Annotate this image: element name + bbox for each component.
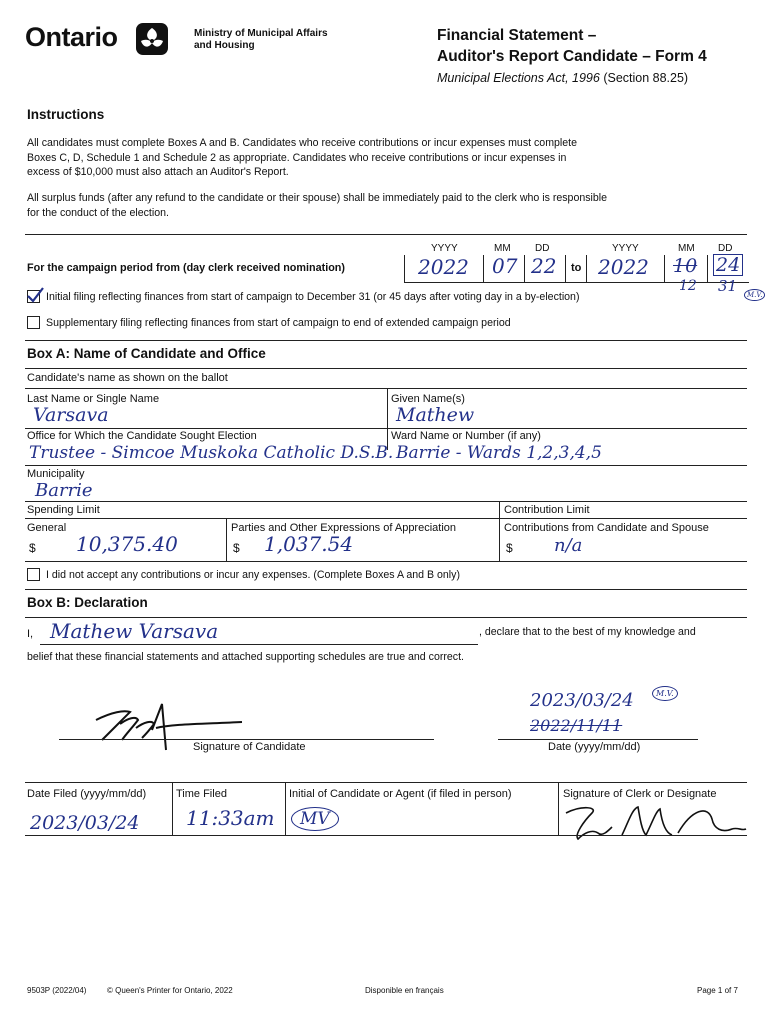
clerk-signature[interactable]: [562, 799, 752, 849]
period-to-label: to: [571, 262, 582, 274]
period-bottom-rule: [404, 282, 749, 283]
ballot-rule: [25, 388, 747, 389]
ministry-line-2: and Housing: [194, 40, 255, 51]
time-filed-label: Time Filed: [176, 788, 227, 800]
name-divider: [387, 388, 388, 450]
instructions-paragraph-2: [27, 191, 607, 220]
spending-limit-label: Spending Limit: [27, 504, 100, 516]
declare-text: , declare that to the best of my knowledge and: [479, 626, 696, 638]
general-value[interactable]: 10,375.40: [76, 532, 178, 556]
period-initials-mark: M.V.: [744, 289, 765, 301]
period-divider-5: [586, 255, 587, 282]
period-divider-6: [664, 255, 665, 282]
box-b-top-rule: [25, 589, 747, 590]
name-bottom-rule: [25, 428, 747, 429]
office-bottom-rule: [25, 465, 747, 466]
filing-divider-1: [172, 782, 173, 835]
general-label: General: [27, 522, 67, 534]
ward-label: Ward Name or Number (if any): [391, 430, 541, 442]
instructions-p1-line-1: All candidates must complete Boxes A and B. Candidates who receive contributions or incur expenses must complete: [27, 137, 577, 149]
no-contributions-label: I did not accept any contributions or incur any expenses. (Complete Boxes A and B only): [46, 569, 460, 581]
filing-divider-2: [285, 782, 286, 835]
limit-divider-1: [499, 501, 500, 561]
declaration-i-label: I,: [27, 628, 34, 640]
no-contributions-checkbox[interactable]: [27, 568, 40, 581]
instructions-p1-line-2: Boxes C, D, Schedule 1 and Schedule 2 as appropriate. Candidates who receive contributions or incur expenses in: [27, 151, 567, 164]
belief-text: belief that these financial statements and attached supporting schedules are true and correct.: [27, 651, 464, 663]
box-a-title: Box A: Name of Candidate and Office: [27, 346, 266, 361]
office-value[interactable]: Trustee - Simcoe Muskoka Catholic D.S.B.: [29, 443, 394, 463]
contribution-limit-label: Contribution Limit: [504, 504, 590, 516]
trillium-icon: [135, 22, 169, 56]
date-filed-value[interactable]: 2023/03/24: [30, 812, 140, 834]
period-divider-3: [524, 255, 525, 282]
period-to-mm-crossed[interactable]: 10: [673, 255, 698, 277]
clerk-signature-label: Signature of Clerk or Designate: [563, 788, 717, 800]
declaration-date-initials: M.V.: [652, 686, 678, 701]
instructions-p2-line-1: All surplus funds (after any refund to the candidate or their spouse) shall be immediately paid to the clerk who is responsible: [27, 192, 608, 204]
initial-filing-checkbox[interactable]: [27, 290, 40, 303]
municipality-value[interactable]: Barrie: [35, 480, 93, 501]
spending-sub-rule: [25, 518, 747, 519]
parties-dollar: $: [233, 541, 240, 555]
contributions-value[interactable]: n/a: [554, 535, 583, 556]
given-name-label: Given Name(s): [391, 393, 465, 405]
initial-agent-label: Initial of Candidate or Agent (if filed in person): [289, 788, 512, 800]
supplementary-filing-label: Supplementary filing reflecting finances from start of campaign to end of extended campaign period: [46, 317, 511, 329]
period-from-dd[interactable]: 22: [531, 254, 557, 278]
period-hdr-from-mm: MM: [494, 243, 511, 254]
instructions-p1-line-3: excess of $10,000 must also attach an Auditor's Report.: [27, 166, 289, 178]
parties-label: Parties and Other Expressions of Appreciation: [231, 522, 457, 534]
period-to-mm-corrected: 12: [679, 278, 697, 294]
instructions-paragraph-1: [27, 136, 577, 180]
signature-label: Signature of Candidate: [193, 741, 306, 753]
filing-bottom-rule: [25, 835, 747, 836]
period-top-rule: [25, 234, 747, 235]
period-to-dd-crossed[interactable]: 24: [713, 254, 743, 276]
signature-rule: [59, 739, 434, 740]
contributions-label: Contributions from Candidate and Spouse: [504, 522, 709, 534]
declarant-rule: [40, 644, 478, 645]
footer-copyright: © Queen's Printer for Ontario, 2022: [107, 986, 233, 995]
period-from-mm[interactable]: 07: [492, 254, 518, 278]
period-to-yyyy[interactable]: 2022: [598, 255, 649, 279]
period-label: For the campaign period from (day clerk received nomination): [27, 262, 345, 274]
period-divider-2: [483, 255, 484, 282]
checkmark-icon: [26, 286, 44, 304]
period-hdr-from-yyyy: YYYY: [431, 243, 458, 254]
ballot-name-label: Candidate's name as shown on the ballot: [27, 372, 228, 384]
supplementary-filing-checkbox[interactable]: [27, 316, 40, 329]
footer-page: Page 1 of 7: [697, 986, 738, 995]
initial-filing-label: Initial filing reflecting finances from start of campaign to December 31 (or 45 days after voting day in a by-election): [46, 291, 580, 303]
ministry-name: [194, 28, 328, 52]
limit-divider-2: [226, 518, 227, 561]
period-hdr-to-dd: DD: [718, 243, 733, 254]
declarant-name[interactable]: Mathew Varsava: [50, 619, 219, 643]
ontario-logo: [25, 22, 175, 58]
period-divider-1: [404, 255, 405, 282]
last-name-value[interactable]: Varsava: [33, 404, 109, 426]
last-name-label: Last Name or Single Name: [27, 393, 160, 405]
date-rule: [498, 739, 698, 740]
footer-french: Disponible en français: [365, 986, 444, 995]
form-title: [437, 25, 707, 67]
box-b-title-rule: [25, 617, 747, 618]
act-section: (Section 88.25): [603, 71, 689, 85]
initial-agent-value[interactable]: MV: [291, 807, 339, 831]
contributions-dollar: $: [506, 541, 513, 555]
box-b-title: Box B: Declaration: [27, 595, 148, 610]
instructions-heading: Instructions: [27, 107, 105, 122]
period-hdr-to-mm: MM: [678, 243, 695, 254]
declaration-date[interactable]: 2023/03/24: [530, 690, 634, 711]
period-hdr-from-dd: DD: [535, 243, 550, 254]
municipality-label: Municipality: [27, 468, 85, 480]
period-from-yyyy[interactable]: 2022: [418, 255, 469, 279]
form-title-line-1: Financial Statement –: [437, 27, 597, 44]
ward-value[interactable]: Barrie - Wards 1,2,3,4,5: [396, 443, 602, 463]
form-title-line-2: Auditor's Report Candidate – Form 4: [437, 48, 707, 65]
declaration-date-crossed: 2022/11/11: [530, 716, 623, 735]
act-name: Municipal Elections Act, 1996: [437, 71, 600, 85]
box-a-title-rule: [25, 368, 747, 369]
limits-bottom-rule: [25, 561, 747, 562]
time-filed-value[interactable]: 11:33am: [186, 806, 275, 830]
municipality-bottom-rule: [25, 501, 747, 502]
office-label: Office for Which the Candidate Sought Election: [27, 430, 257, 442]
period-to-dd-corrected: 31: [718, 277, 738, 295]
footer-form-code: 9503P (2022/04): [27, 986, 87, 995]
ontario-wordmark: Ontario: [25, 22, 118, 52]
filing-divider-3: [558, 782, 559, 835]
period-divider-4: [565, 255, 566, 282]
act-reference: [437, 71, 688, 85]
period-hdr-to-yyyy: YYYY: [612, 243, 639, 254]
date-label: Date (yyyy/mm/dd): [548, 741, 641, 753]
given-name-value[interactable]: Mathew: [396, 404, 475, 426]
filing-top-rule: [25, 782, 747, 783]
box-a-top-rule: [25, 340, 747, 341]
ministry-line-1: Ministry of Municipal Affairs: [194, 28, 328, 39]
general-dollar: $: [29, 541, 36, 555]
instructions-p2-line-2: for the conduct of the election.: [27, 206, 169, 219]
date-filed-label: Date Filed (yyyy/mm/dd): [27, 788, 147, 800]
parties-value[interactable]: 1,037.54: [264, 532, 354, 556]
period-divider-7: [707, 255, 708, 282]
